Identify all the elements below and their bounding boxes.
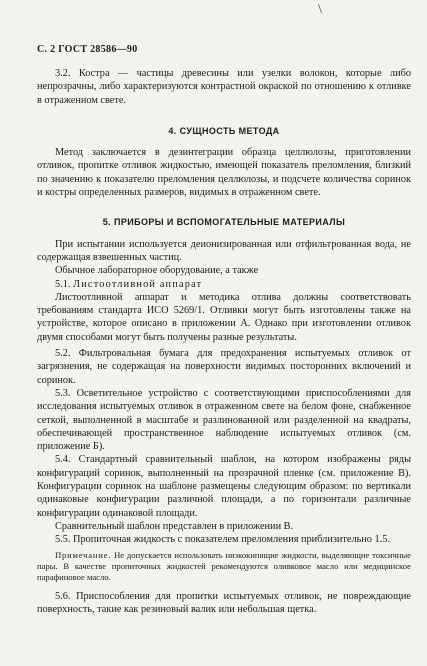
page-header: С. 2 ГОСТ 28586—90 <box>37 44 138 55</box>
section-5-heading: 5. ПРИБОРЫ И ВСПОМОГАТЕЛЬНЫЕ МАТЕРИАЛЫ <box>102 217 346 228</box>
section-4-heading: 4. СУЩНОСТЬ МЕТОДА <box>168 125 280 136</box>
page-mark: \ <box>318 2 322 17</box>
section-5-intro: При испытании используется деионизированная или отфильтрованная вода, не содержащая взвешенных частиц. <box>37 238 411 263</box>
document-body <box>37 67 411 616</box>
section-4-text: Метод заключается в дезинтеграции образца целлюлозы, приготовлении отливок, пропитке отливок жидкостью, имеющей показатель преломления, близкий по значению к показателю преломления целлюлозы, и подсчете количества соринок и костры определенных размеров, видимых в отраженном свете. <box>37 147 411 199</box>
clause-5-1-title: Листоотливной аппарат <box>73 278 203 290</box>
note-text: Не допускается использовать низкокипящие жидкости, выделяющие токсичные пары. В качестве пропиточных жидкостей рекомендуются оливковое масло или медицинское парафиновое масло. <box>37 549 411 583</box>
clause-5-4-extra: Сравнительный шаблон представлен в приложении В. <box>55 520 294 532</box>
note <box>37 550 411 584</box>
section-5-equipment: Обычное лабораторное оборудование, а также <box>55 265 259 277</box>
clause-5-1-heading <box>37 278 411 291</box>
clause-5-4: 5.4. Стандартный сравнительный шаблон, на котором изображены ряды конфигураций соринок, выполненный на прозрачной пленке (см. приложение В). Конфигурации соринок на шаблоне размещены следующим образом: по вертикали одинаковые конфигурации различной площади, а по горизонтали различные конфигурации одинаковой площади. <box>37 454 411 519</box>
note-label: Примечание. <box>55 549 112 560</box>
clause-3-2: 3.2. Костра — частицы древесины или узелки волокон, которые либо непрозрачны, либо характеризуются контрастной окраской по отношению к отливке в отраженном свете. <box>37 68 411 106</box>
clause-5-1-text: Листоотливной аппарат и методика отлива должны соответствовать требованиям стандарта ИСО 5269/1. Отливки могут быть изготовлены также на устройстве, которое описано в приложении А. Однако при изготовлении отливок двумя способами могут быть получены разные результаты. <box>37 291 411 343</box>
clause-5-5: 5.5. Пропиточная жидкость с показателем преломления приблизительно 1.5. <box>55 534 390 546</box>
clause-5-3: 5.3. Осветительное устройство с соответствующими приспособлениями для исследования испытуемых отливок в отраженном свете на белом фоне, снабженное сеткой, выполненной в масштабе и разлинованной или разделенной на квадраты, обеспечивающей пространственное наблюдение испытуемых отливок (см. приложение Б). <box>37 387 411 453</box>
clause-5-6: 5.6. Приспособления для пропитки испытуемых отливок, не повреждающие поверхность, такие как резиновый валик или небольшая щетка. <box>37 590 411 616</box>
clause-5-2: 5.2. Фильтровальная бумага для предохранения испытуемых отливок от загрязнения, не содержащая на поверхности видимых посторонних включений и соринок. <box>37 348 411 386</box>
clause-5-1-number: 5.1. <box>55 278 71 290</box>
